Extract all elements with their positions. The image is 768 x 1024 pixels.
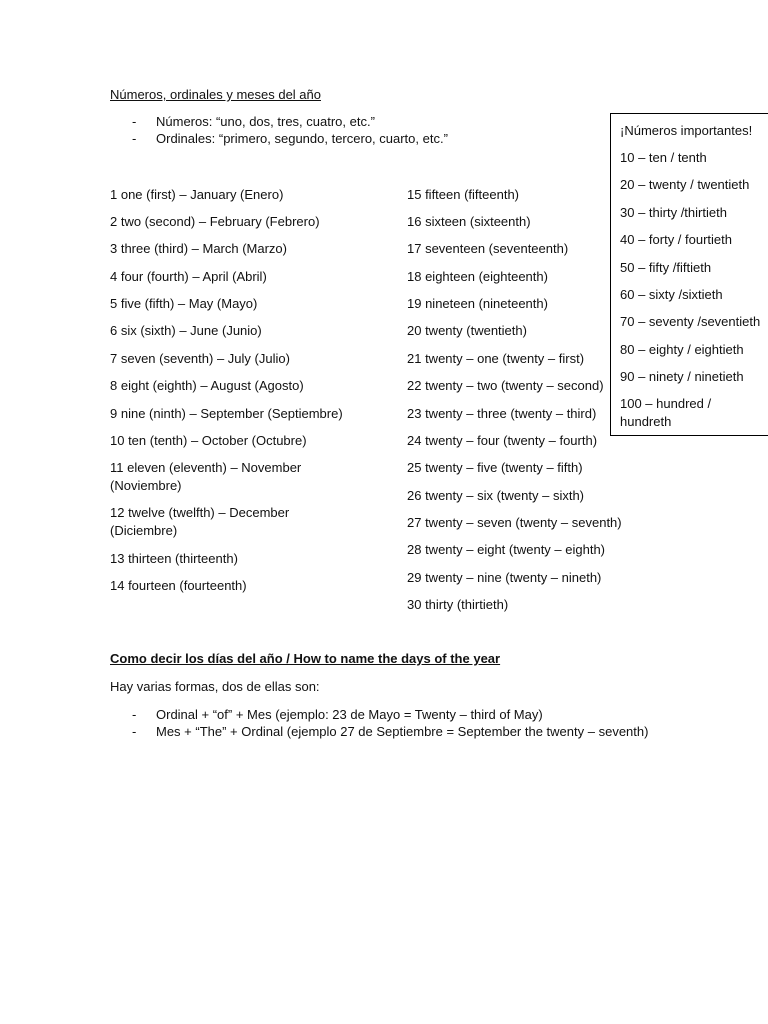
list-item: 9 nine (ninth) – September (Septiembre)	[110, 406, 343, 421]
bullet-text: Ordinal + “of” + Mes (ejemplo: 23 de Mayo = Twenty – third of May)	[156, 707, 543, 722]
bullet-dash: -	[132, 114, 137, 129]
list-item: 29 twenty – nine (twenty – nineth)	[407, 570, 602, 585]
intro-bullet-list	[110, 113, 448, 147]
list-item: 26 twenty – six (twenty – sixth)	[407, 488, 585, 503]
list-item: 100 – hundred / hundreth	[620, 396, 712, 429]
list-item: 16 sixteen (sixteenth)	[407, 214, 531, 229]
list-item: 50 – fifty /fiftieth	[620, 260, 712, 275]
list-item: 23 twenty – three (twenty – third)	[407, 406, 597, 421]
list-item: 21 twenty – one (twenty – first)	[407, 351, 585, 366]
list-item: 5 five (fifth) – May (Mayo)	[110, 296, 258, 311]
list-item: 20 – twenty / twentieth	[620, 177, 750, 192]
list-item: 1 one (first) – January (Enero)	[110, 187, 284, 202]
list-item: 19 nineteen (nineteenth)	[407, 296, 548, 311]
list-item: 80 – eighty / eightieth	[620, 342, 744, 357]
list-item: 22 twenty – two (twenty – second)	[407, 378, 604, 393]
list-item: 24 twenty – four (twenty – fourth)	[407, 433, 598, 448]
list-item	[110, 706, 648, 723]
list-item: 13 thirteen (thirteenth)	[110, 551, 238, 566]
bullet-text: Ordinales: “primero, segundo, tercero, cuarto, etc.”	[156, 131, 448, 146]
list-item: 12 twelve (twelfth) – December (Diciembre)	[110, 505, 290, 538]
list-item: 14 fourteen (fourteenth)	[110, 578, 247, 593]
list-item: 30 thirty (thirtieth)	[407, 597, 509, 612]
list-item: 3 three (third) – March (Marzo)	[110, 241, 287, 256]
list-item: 2 two (second) – February (Febrero)	[110, 214, 320, 229]
list-item: 25 twenty – five (twenty – fifth)	[407, 460, 583, 475]
bullet-text: Números: “uno, dos, tres, cuatro, etc.”	[156, 114, 375, 129]
list-item	[110, 130, 448, 147]
list-item: 10 ten (tenth) – October (Octubre)	[110, 433, 307, 448]
list-item: 60 – sixty /sixtieth	[620, 287, 723, 302]
list-item: 17 seventeen (seventeenth)	[407, 241, 569, 256]
list-item: 7 seven (seventh) – July (Julio)	[110, 351, 290, 366]
section-intro: Hay varias formas, dos de ellas son:	[110, 679, 320, 694]
list-item	[110, 723, 648, 740]
list-item: 70 – seventy /seventieth	[620, 314, 761, 329]
list-item: 28 twenty – eight (twenty – eighth)	[407, 542, 606, 557]
page-title: Números, ordinales y meses del año	[110, 87, 321, 102]
list-item: 8 eight (eighth) – August (Agosto)	[110, 378, 304, 393]
list-item: 15 fifteen (fifteenth)	[407, 187, 520, 202]
list-item: 20 twenty (twentieth)	[407, 323, 527, 338]
list-item: 6 six (sixth) – June (Junio)	[110, 323, 262, 338]
list-item	[110, 113, 448, 130]
bullet-dash: -	[132, 131, 137, 146]
list-item: 90 – ninety / ninetieth	[620, 369, 744, 384]
list-item: 10 – ten / tenth	[620, 150, 707, 165]
list-item: 18 eighteen (eighteenth)	[407, 269, 548, 284]
important-numbers-box	[610, 113, 768, 436]
bullet-dash: -	[132, 707, 137, 722]
section-title: Como decir los días del año / How to name the days of the year	[110, 651, 501, 666]
list-item: 11 eleven (eleventh) – November (Noviembre)	[110, 460, 302, 493]
list-item: 30 – thirty /thirtieth	[620, 205, 727, 220]
list-item: 4 four (fourth) – April (Abril)	[110, 269, 267, 284]
list-item: 27 twenty – seven (twenty – seventh)	[407, 515, 622, 530]
days-bullet-list	[110, 706, 648, 740]
box-title: ¡Números importantes!	[620, 123, 753, 138]
list-item: 40 – forty / fourtieth	[620, 232, 733, 247]
bullet-dash: -	[132, 724, 137, 739]
bullet-text: Mes + “The” + Ordinal (ejemplo 27 de Septiembre = September the twenty – seventh)	[156, 724, 649, 739]
